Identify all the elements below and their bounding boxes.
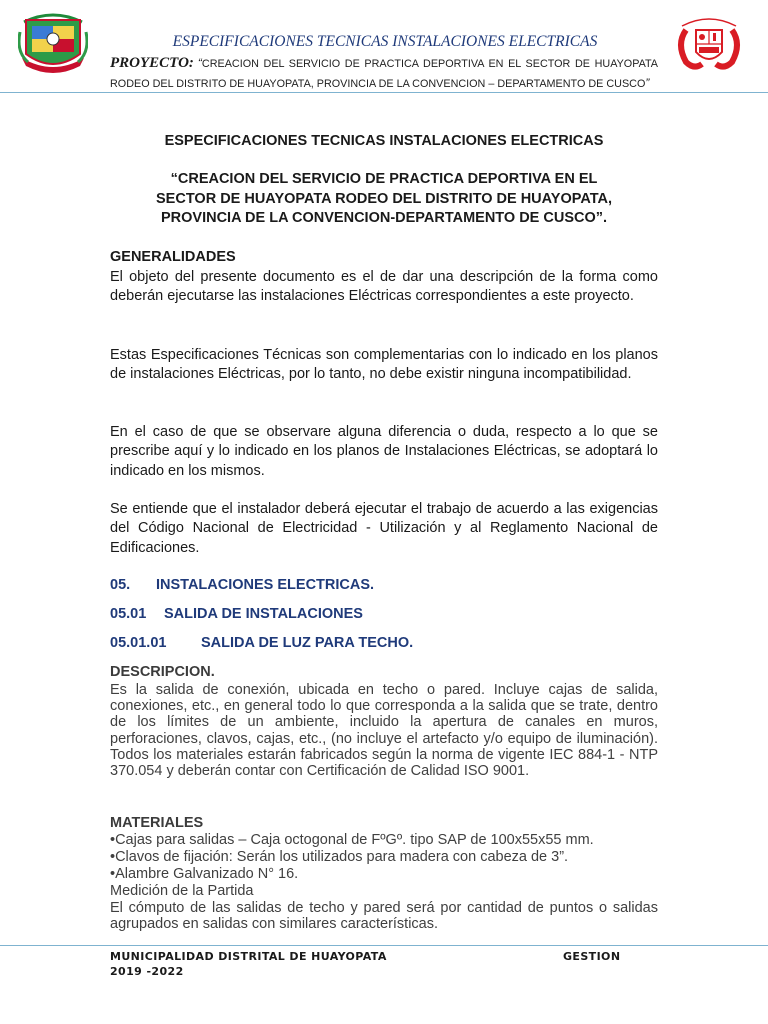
footer-municipality: MUNICIPALIDAD DISTRITAL DE HUAYOPATA bbox=[110, 950, 387, 963]
header-project bbox=[110, 54, 658, 94]
footer-years: 2019 -2022 bbox=[110, 965, 184, 978]
municipal-logo bbox=[18, 12, 88, 76]
paragraph: En el caso de que se observare alguna diferencia o duda, respecto a lo que se prescribe aquí y lo indicado en los planos de Instalaciones Eléctricas, se adoptará lo indicado en los mismos. bbox=[110, 424, 658, 479]
paragraph: Se entiende que el instalador deberá ejecutar el trabajo de acuerdo a las exigencias del Código Nacional de Electricidad - Utilización y al Reglamento Nacional de Edificaciones. bbox=[110, 501, 658, 556]
materiales-item: •Cajas para salidas – Caja octogonal de FºGº. tipo SAP de 100x55x55 mm. bbox=[110, 832, 594, 848]
medicion-heading: Medición de la Partida bbox=[110, 883, 254, 899]
section-title: SALIDA DE LUZ PARA TECHO. bbox=[201, 635, 414, 651]
section-number: 05.01 bbox=[110, 606, 147, 622]
section-heading bbox=[110, 577, 374, 593]
section-heading bbox=[110, 635, 413, 651]
project-close-quote: ” bbox=[645, 76, 650, 90]
section-heading bbox=[110, 606, 363, 622]
materiales-item: •Alambre Galvanizado N° 16. bbox=[110, 866, 299, 882]
section-number: 05. bbox=[110, 577, 131, 593]
footer-divider bbox=[0, 945, 768, 946]
section-number: 05.01.01 bbox=[110, 635, 167, 651]
paragraph: El objeto del presente documento es el de dar una descripción de la forma como deberán ejecutarse las instalaciones Eléctricas correspondientes a este proyecto. bbox=[110, 269, 658, 305]
materiales-heading: MATERIALES bbox=[110, 815, 204, 831]
header-divider bbox=[0, 92, 768, 93]
header-title: ESPECIFICACIONES TECNICAS INSTALACIONES ELECTRICAS bbox=[172, 33, 598, 50]
section-title: INSTALACIONES ELECTRICAS. bbox=[156, 577, 375, 593]
project-title-line: “CREACION DEL SERVICIO DE PRACTICA DEPORTIVA EN EL bbox=[170, 171, 598, 187]
project-label: PROYECTO: bbox=[110, 55, 194, 71]
project-title-line: PROVINCIA DE LA CONVENCION-DEPARTAMENTO DE CUSCO”. bbox=[160, 210, 608, 226]
project-open-quote: “ bbox=[197, 56, 202, 70]
descripcion-heading: DESCRIPCION. bbox=[110, 664, 215, 680]
project-description: CREACION DEL SERVICIO DE PRACTICA DEPORTIVA EN EL SECTOR DE HUAYOPATA RODEO DEL DISTRITO DE HUAYOPATA, PROVINCIA DE LA CONVENCION – DEPARTAMENTO DE CUSCO bbox=[110, 58, 658, 90]
peru-coat-of-arms-logo bbox=[672, 14, 746, 76]
project-title bbox=[125, 170, 643, 229]
project-title-line: SECTOR DE HUAYOPATA RODEO DEL DISTRITO DE HUAYOPATA, bbox=[156, 190, 612, 207]
medicion-text: El cómputo de las salidas de techo y pared será por cantidad de puntos o salidas agrupados en salidas con similares características. bbox=[110, 900, 658, 933]
paragraph: Estas Especificaciones Técnicas son complementarias con lo indicado en los planos de instalaciones Eléctricas, por lo tanto, no debe existir ninguna incompatibilidad. bbox=[110, 347, 658, 383]
section-title: SALIDA DE INSTALACIONES bbox=[164, 606, 363, 622]
footer-gestion: GESTION bbox=[563, 950, 621, 963]
materiales-item: •Clavos de fijación: Serán los utilizados para madera con cabeza de 3”. bbox=[110, 849, 569, 865]
generalidades-heading: GENERALIDADES bbox=[110, 249, 236, 265]
descripcion-text: Es la salida de conexión, ubicada en techo o pared. Incluye cajas de salida, conexiones, etc., en general todo lo que corresponda a la salida que se trate, dentro de los límites de un ambiente, incluido la apertura de canales en muros, perforaciones, clavos, cajas, etc., (no incluye el artefacto y/o equipo de iluminación). Todos los materiales estarán fabricados según la norma de vigente IEC 884-1 - NTP 370.054 y deberán contar con Certificación de Calidad ISO 9001. bbox=[110, 682, 658, 780]
document-heading: ESPECIFICACIONES TECNICAS INSTALACIONES ELECTRICAS bbox=[164, 133, 604, 149]
